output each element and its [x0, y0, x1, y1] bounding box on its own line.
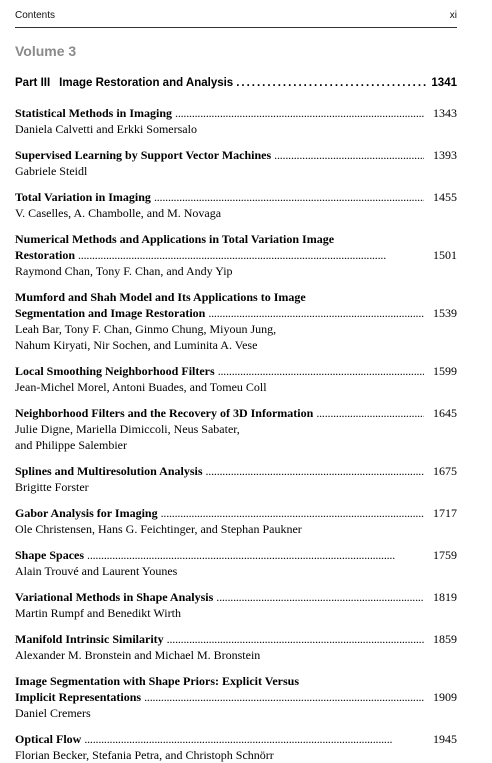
chapter-title-line: [15, 363, 457, 379]
dot-leader: [218, 363, 424, 379]
dot-leader: [167, 631, 424, 647]
dot-leader: [206, 463, 425, 479]
chapter-title-line: [15, 405, 457, 421]
chapter-authors: Daniel Cremers: [15, 706, 91, 720]
running-header-title: Contents: [15, 10, 56, 21]
toc-entry[interactable]: [15, 405, 457, 453]
chapter-page-number: 1599: [433, 364, 457, 378]
dot-leader: [154, 189, 424, 205]
chapter-page-number: 1539: [433, 306, 457, 320]
chapter-title-line: [15, 589, 457, 605]
chapter-authors: Daniela Calvetti and Erkki Somersalo: [15, 122, 197, 136]
chapter-page-number: 1909: [433, 690, 457, 704]
chapter-authors: Alain Trouvé and Laurent Younes: [15, 564, 178, 578]
chapter-authors: Jean-Michel Morel, Antoni Buades, and Tomeu Coll: [15, 380, 267, 394]
chapter-title-line: [15, 189, 457, 205]
toc-entry[interactable]: [15, 731, 457, 763]
chapter-page-number: 1759: [433, 548, 457, 562]
chapter-title-line: [15, 305, 457, 321]
chapter-title: Gabor Analysis for Imaging: [15, 506, 158, 520]
dot-leader: [144, 689, 424, 705]
toc-entry[interactable]: [15, 673, 457, 721]
chapter-title-line: [15, 247, 457, 263]
chapter-title: Restoration: [15, 248, 75, 262]
part-page-number: 1341: [431, 77, 457, 89]
dot-leader: [236, 77, 428, 89]
chapter-page-number: 1859: [433, 632, 457, 646]
running-header: [15, 10, 457, 26]
toc-entry[interactable]: [15, 547, 457, 579]
chapter-title: Variational Methods in Shape Analysis: [15, 590, 214, 604]
chapter-page-number: 1675: [433, 464, 457, 478]
chapter-list: [15, 105, 457, 763]
chapter-authors: Alexander M. Bronstein and Michael M. Bronstein: [15, 648, 261, 662]
chapter-title: Neighborhood Filters and the Recovery of 3D Information: [15, 406, 314, 420]
header-rule: [15, 27, 457, 28]
chapter-title: Implicit Representations: [15, 690, 142, 704]
chapter-title-line: [15, 689, 457, 705]
chapter-title: Local Smoothing Neighborhood Filters: [15, 364, 215, 378]
dot-leader: [161, 505, 424, 521]
dot-leader: [216, 589, 424, 605]
part-label: Part III: [15, 77, 51, 89]
chapter-authors: V. Caselles, A. Chambolle, and M. Novaga: [15, 206, 222, 220]
chapter-title-line: [15, 147, 457, 163]
chapter-title: Image Segmentation with Shape Priors: Explicit Versus: [15, 674, 300, 688]
contents-page: [15, 0, 457, 762]
chapter-title-line: [15, 505, 457, 521]
chapter-title-line: [15, 673, 457, 689]
toc-entry[interactable]: [15, 631, 457, 663]
chapter-authors: Brigitte Forster: [15, 480, 89, 494]
chapter-authors: Raymond Chan, Tony F. Chan, and Andy Yip: [15, 264, 233, 278]
chapter-title-line: [15, 547, 457, 563]
chapter-title: Statistical Methods in Imaging: [15, 106, 173, 120]
chapter-title: Manifold Intrinsic Similarity: [15, 632, 164, 646]
chapter-title: Shape Spaces: [15, 548, 85, 562]
chapter-page-number: 1501: [433, 248, 457, 262]
dot-leader: [274, 147, 424, 163]
chapter-title-line: [15, 105, 457, 121]
chapter-title-line: [15, 231, 457, 247]
dot-leader: [208, 305, 424, 321]
chapter-authors: Gabriele Steidl: [15, 164, 88, 178]
toc-entry[interactable]: [15, 589, 457, 621]
chapter-page-number: 1945: [433, 732, 457, 746]
part-title: Image Restoration and Analysis: [59, 77, 234, 89]
chapter-authors: Leah Bar, Tony F. Chan, Ginmo Chung, Miyoun Jung,: [15, 322, 277, 336]
chapter-page-number: 1717: [433, 506, 457, 520]
chapter-title: Optical Flow: [15, 732, 82, 746]
toc-entry[interactable]: [15, 363, 457, 395]
chapter-page-number: 1455: [433, 190, 457, 204]
volume-heading: Volume 3: [15, 43, 77, 59]
chapter-authors: Julie Digne, Mariella Dimiccoli, Neus Sabater,: [15, 422, 240, 436]
dot-leader: [87, 547, 424, 563]
page-number-roman: xi: [449, 10, 457, 21]
toc-entry[interactable]: [15, 147, 457, 179]
chapter-authors: Florian Becker, Stefania Petra, and Christoph Schnörr: [15, 748, 274, 762]
dot-leader: [175, 105, 424, 121]
dot-leader: [84, 731, 424, 747]
toc-entry[interactable]: [15, 231, 457, 279]
chapter-page-number: 1819: [433, 590, 457, 604]
toc-entry[interactable]: [15, 105, 457, 137]
table-of-contents: [15, 77, 457, 763]
chapter-title-line: [15, 631, 457, 647]
chapter-title: Numerical Methods and Applications in Total Variation Image: [15, 232, 335, 246]
toc-entry[interactable]: [15, 505, 457, 537]
dot-leader: [316, 405, 424, 421]
chapter-title: Splines and Multiresolution Analysis: [15, 464, 203, 478]
chapter-page-number: 1343: [433, 106, 457, 120]
part-heading[interactable]: [15, 77, 457, 95]
toc-entry[interactable]: [15, 463, 457, 495]
chapter-title: Mumford and Shah Model and Its Applications to Image: [15, 290, 306, 304]
chapter-page-number: 1393: [433, 148, 457, 162]
toc-entry[interactable]: [15, 189, 457, 221]
chapter-authors: Martin Rumpf and Benedikt Wirth: [15, 606, 181, 620]
chapter-title: Total Variation in Imaging: [15, 190, 151, 204]
chapter-title-line: [15, 731, 457, 747]
toc-entry[interactable]: [15, 289, 457, 353]
chapter-page-number: 1645: [433, 406, 457, 420]
chapter-title: Supervised Learning by Support Vector Machines: [15, 148, 272, 162]
chapter-title-line: [15, 463, 457, 479]
chapter-authors: and Philippe Salembier: [15, 438, 127, 452]
chapter-title-line: [15, 289, 457, 305]
chapter-authors: Ole Christensen, Hans G. Feichtinger, and Stephan Paukner: [15, 522, 302, 536]
chapter-title: Segmentation and Image Restoration: [15, 306, 206, 320]
dot-leader: [78, 247, 424, 263]
chapter-authors: Nahum Kiryati, Nir Sochen, and Luminita A. Vese: [15, 338, 258, 352]
